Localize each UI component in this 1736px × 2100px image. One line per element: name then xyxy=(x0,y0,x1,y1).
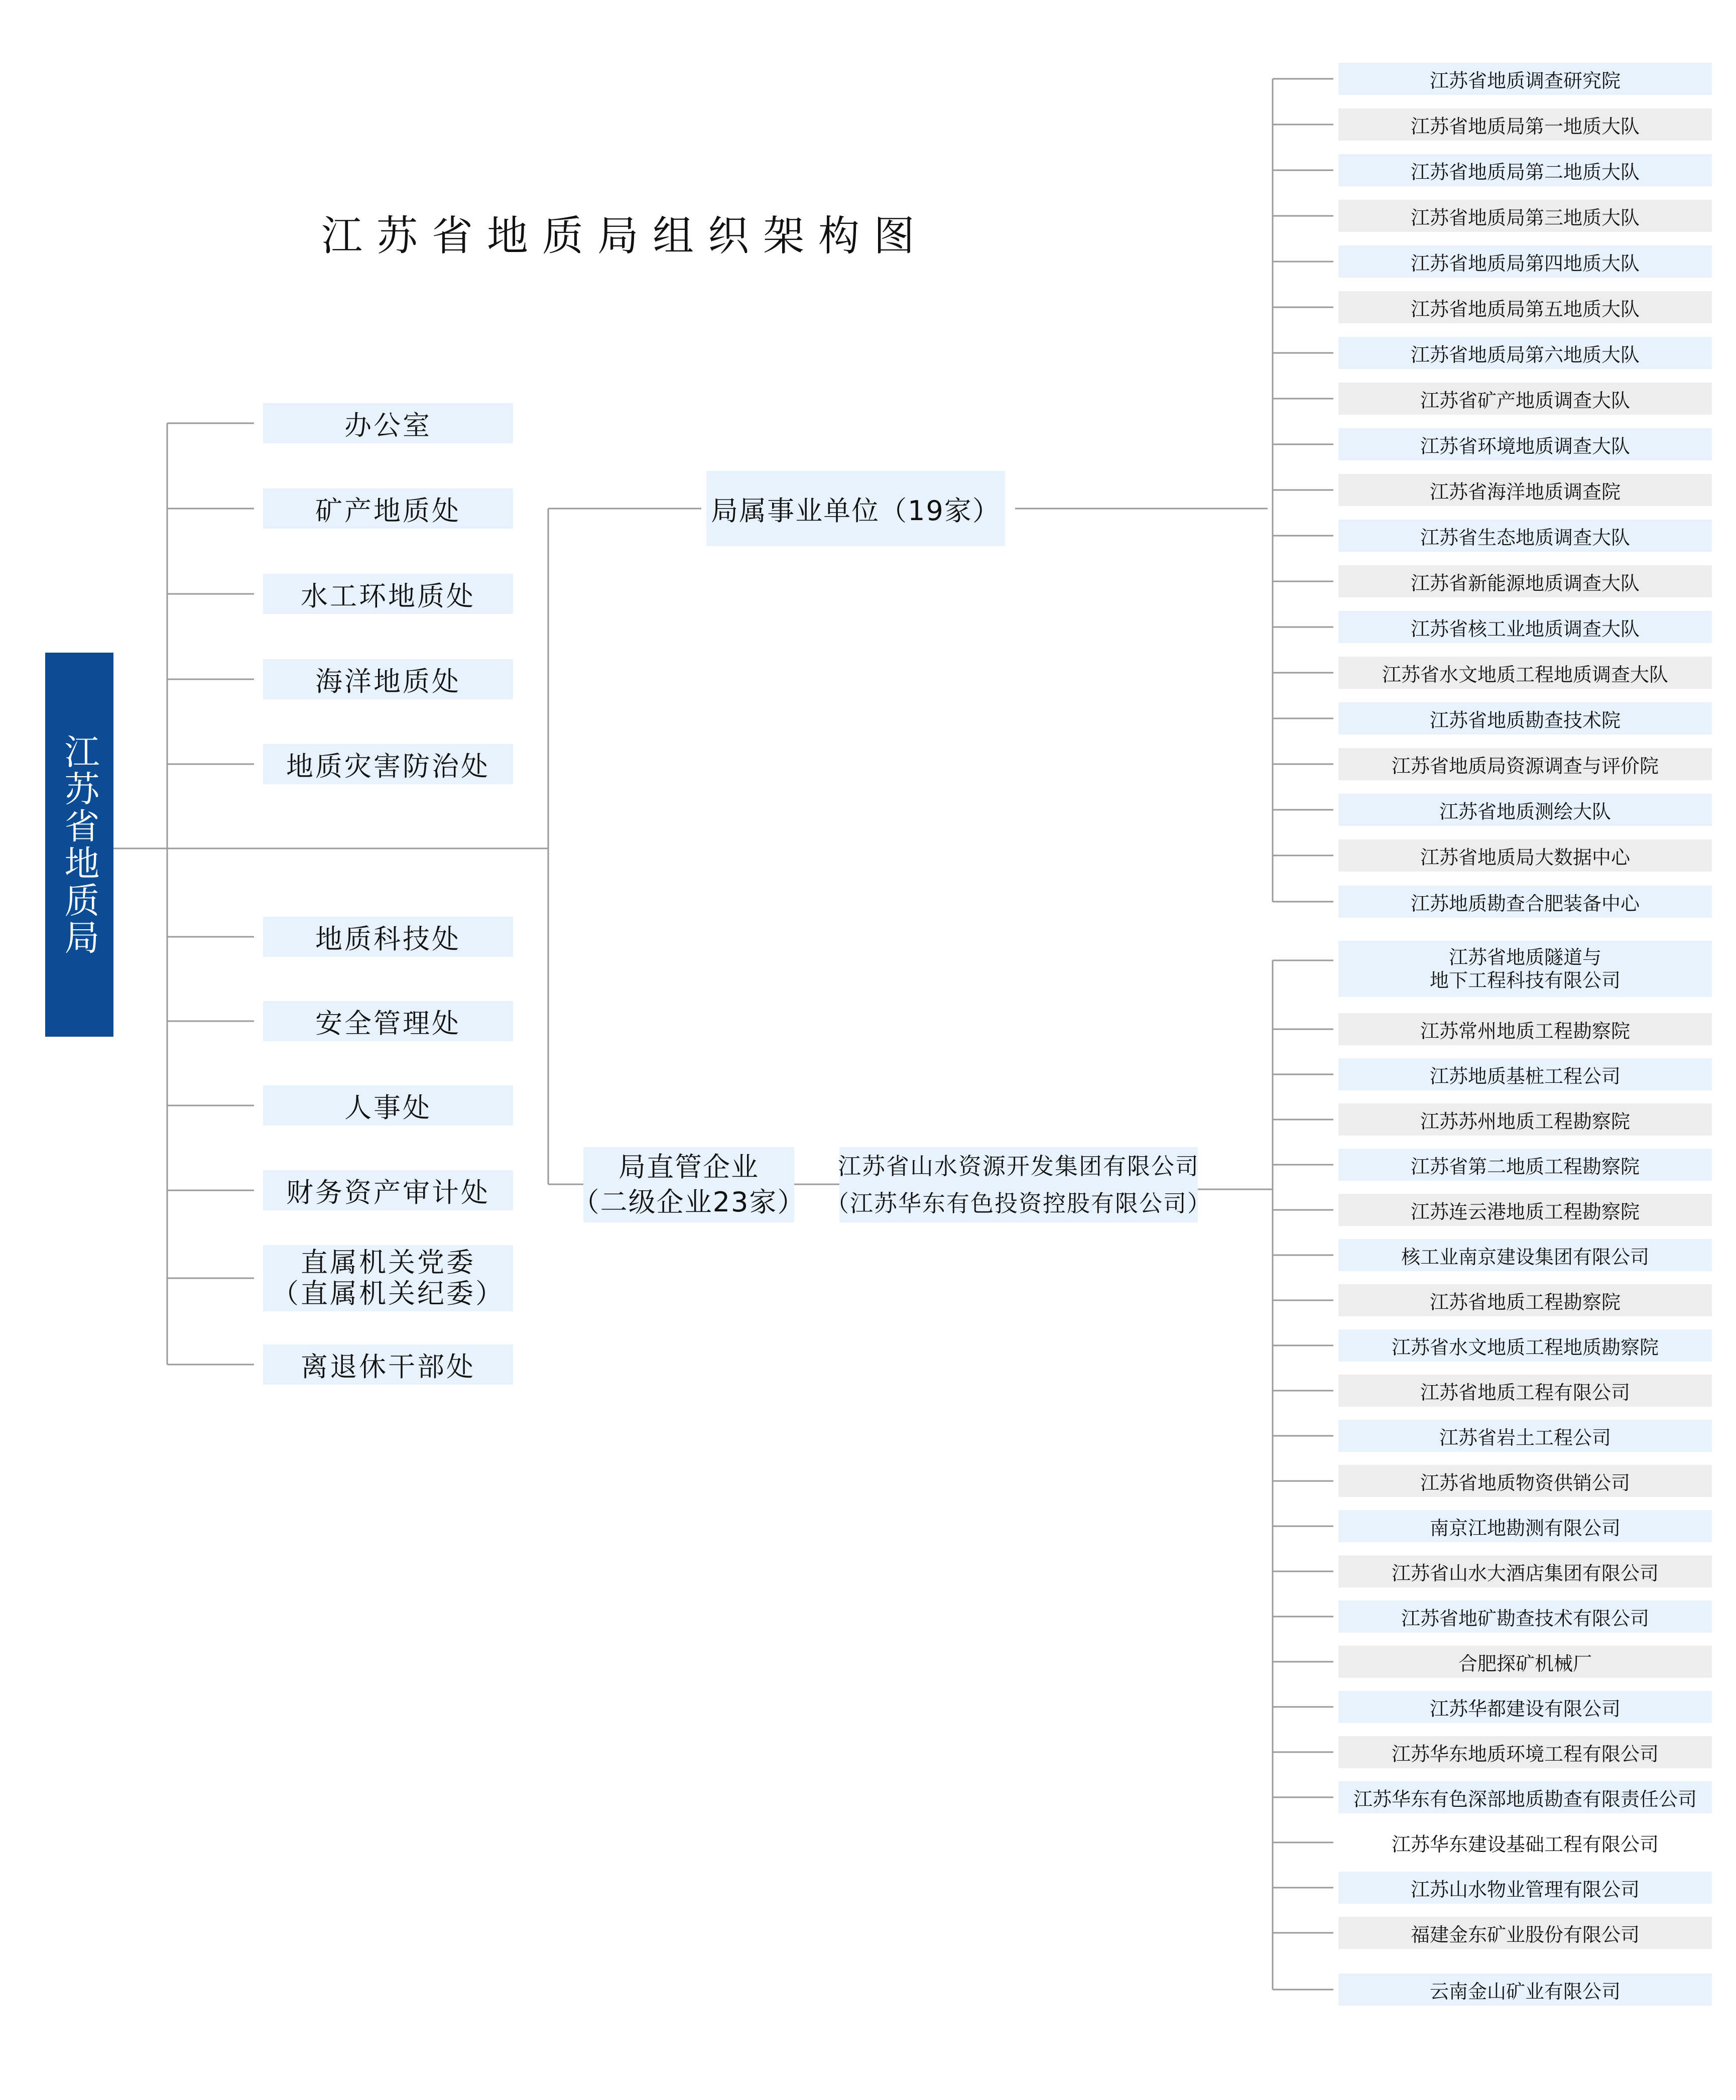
enterprise-unit: 江苏省地质工程有限公司 xyxy=(1338,1375,1712,1407)
enterprise-unit: 福建金东矿业股份有限公司 xyxy=(1338,1917,1712,1949)
institution-unit: 江苏省生态地质调查大队 xyxy=(1338,520,1712,552)
enterprise-unit: 江苏华都建设有限公司 xyxy=(1338,1691,1712,1723)
dept-mineral-geology: 矿产地质处 xyxy=(263,488,513,529)
enterprise-unit: 合肥探矿机械厂 xyxy=(1338,1646,1712,1678)
enterprise-unit: 江苏常州地质工程勘察院 xyxy=(1338,1013,1712,1045)
enterprise-group: 江苏省山水资源开发集团有限公司 （江苏华东有色投资控股有限公司） xyxy=(839,1147,1198,1222)
institution-unit: 江苏省地质调查研究院 xyxy=(1338,63,1712,95)
enterprise-unit: 江苏地质基桩工程公司 xyxy=(1338,1058,1712,1090)
institution-unit: 江苏省地质局第三地质大队 xyxy=(1338,200,1712,232)
dept-marine-geology: 海洋地质处 xyxy=(263,659,513,699)
enterprise-unit: 江苏苏州地质工程勘察院 xyxy=(1338,1103,1712,1136)
enterprise-unit: 江苏省山水大酒店集团有限公司 xyxy=(1338,1555,1712,1587)
branch-institutions: 局属事业单位（19家） xyxy=(706,471,1005,546)
institution-unit: 江苏省地质局第二地质大队 xyxy=(1338,154,1712,186)
chart-title: 江苏省地质局组织架构图 xyxy=(321,212,929,260)
enterprise-unit: 江苏连云港地质工程勘察院 xyxy=(1338,1194,1712,1226)
enterprise-unit: 南京江地勘测有限公司 xyxy=(1338,1510,1712,1542)
dept-geo-science-tech: 地质科技处 xyxy=(263,917,513,957)
institution-unit: 江苏省地质局资源调查与评价院 xyxy=(1338,748,1712,780)
institution-unit: 江苏省水文地质工程地质调查大队 xyxy=(1338,657,1712,689)
institution-unit: 江苏省地质局第六地质大队 xyxy=(1338,337,1712,369)
institution-unit: 江苏省地质勘查技术院 xyxy=(1338,702,1712,734)
institution-unit: 江苏省地质局大数据中心 xyxy=(1338,839,1712,872)
institution-unit: 江苏省地质局第五地质大队 xyxy=(1338,291,1712,323)
institution-unit: 江苏省地质局第四地质大队 xyxy=(1338,245,1712,278)
branch-enterprises: 局直管企业 （二级企业23家） xyxy=(583,1147,794,1222)
dept-safety-management: 安全管理处 xyxy=(263,1001,513,1041)
institution-unit: 江苏省地质局第一地质大队 xyxy=(1338,108,1712,141)
root-label: 江苏省地质局 xyxy=(59,733,100,956)
institution-unit: 江苏地质勘查合肥装备中心 xyxy=(1338,886,1712,918)
enterprise-unit: 江苏山水物业管理有限公司 xyxy=(1338,1872,1712,1904)
enterprise-unit: 江苏省第二地质工程勘察院 xyxy=(1338,1149,1712,1181)
dept-hydro-engineering-environment: 水工环地质处 xyxy=(263,574,513,614)
institution-unit: 江苏省矿产地质调查大队 xyxy=(1338,383,1712,415)
dept-retired-cadres: 离退休干部处 xyxy=(263,1344,513,1385)
institution-unit: 江苏省核工业地质调查大队 xyxy=(1338,611,1712,643)
dept-party-committee: 直属机关党委 （直属机关纪委） xyxy=(263,1245,513,1311)
dept-personnel: 人事处 xyxy=(263,1085,513,1126)
enterprise-unit: 江苏省地矿勘查技术有限公司 xyxy=(1338,1600,1712,1633)
enterprise-unit: 江苏省地质隧道与 地下工程科技有限公司 xyxy=(1338,941,1712,997)
enterprise-unit: 江苏华东有色深部地质勘查有限责任公司 xyxy=(1338,1781,1712,1813)
dept-finance-audit: 财务资产审计处 xyxy=(263,1170,513,1210)
institution-unit: 江苏省地质测绘大队 xyxy=(1338,794,1712,826)
dept-geohazard-prevention: 地质灾害防治处 xyxy=(263,744,513,784)
enterprise-unit: 江苏华东地质环境工程有限公司 xyxy=(1338,1736,1712,1768)
institution-unit: 江苏省新能源地质调查大队 xyxy=(1338,565,1712,597)
enterprise-unit: 江苏华东建设基础工程有限公司 xyxy=(1338,1826,1712,1859)
enterprise-unit: 江苏省岩土工程公司 xyxy=(1338,1420,1712,1452)
enterprise-unit: 云南金山矿业有限公司 xyxy=(1338,1973,1712,2006)
dept-office: 办公室 xyxy=(263,403,513,443)
enterprise-unit: 江苏省地质工程勘察院 xyxy=(1338,1284,1712,1316)
enterprise-unit: 核工业南京建设集团有限公司 xyxy=(1338,1239,1712,1271)
enterprise-unit: 江苏省水文地质工程地质勘察院 xyxy=(1338,1329,1712,1362)
enterprise-unit: 江苏省地质物资供销公司 xyxy=(1338,1465,1712,1497)
root-node xyxy=(45,653,113,1037)
institution-unit: 江苏省海洋地质调查院 xyxy=(1338,474,1712,506)
institution-unit: 江苏省环境地质调查大队 xyxy=(1338,428,1712,460)
